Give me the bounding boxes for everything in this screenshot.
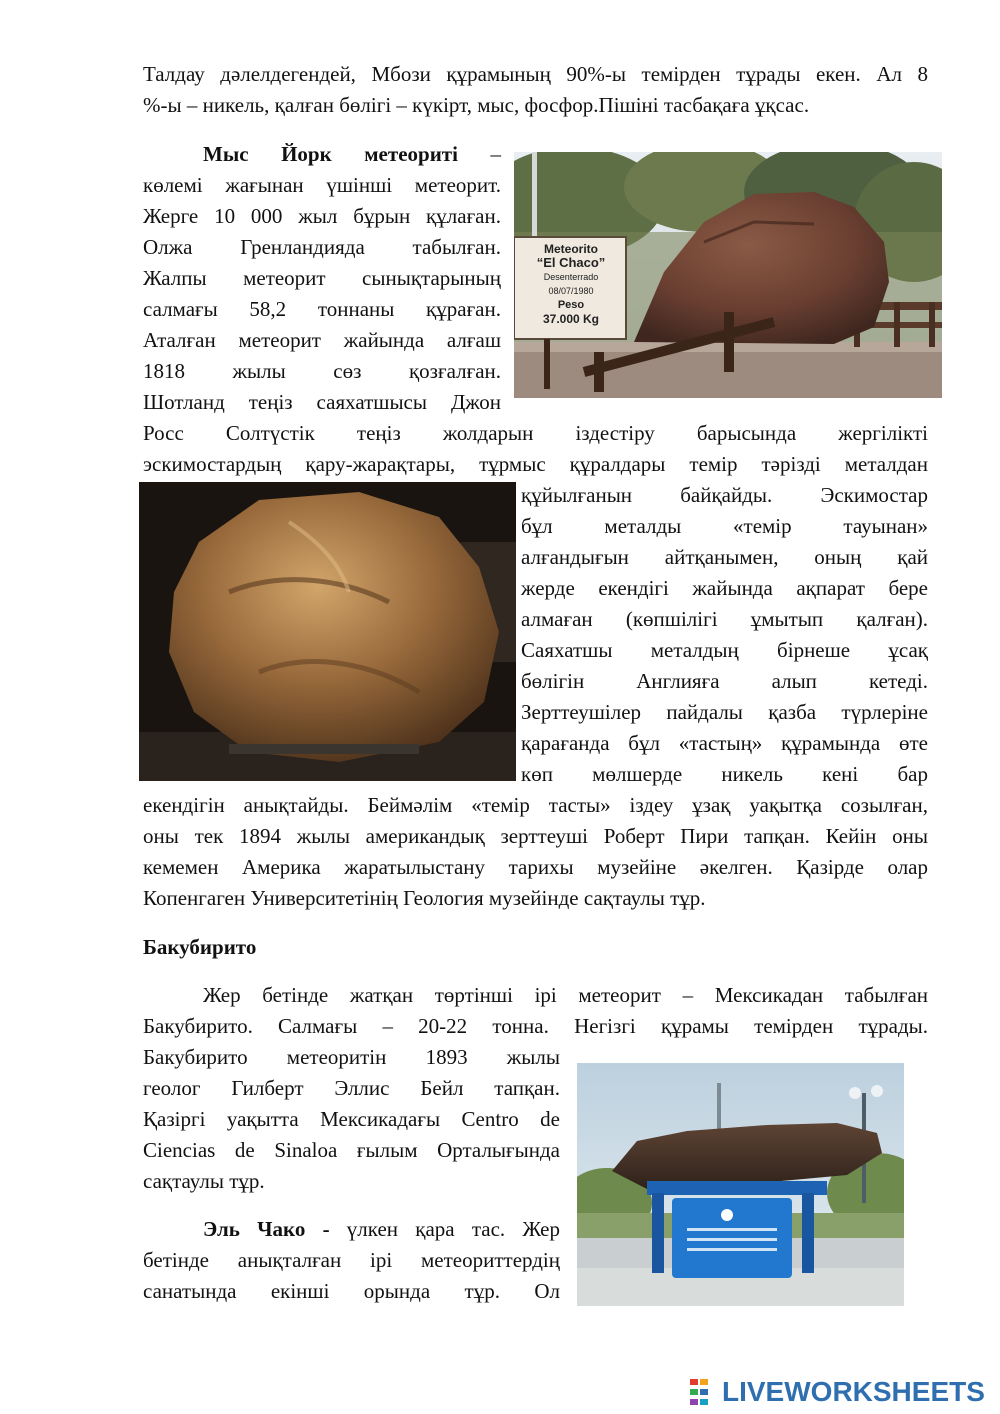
liveworksheets-logo-icon bbox=[690, 1379, 718, 1405]
el-chaco-line: санатында екінші орында тұр. Ол bbox=[143, 1279, 560, 1303]
el-chaco-line: үлкен қара тас. Жер bbox=[329, 1217, 560, 1241]
el-chaco-title-line bbox=[143, 1214, 560, 1245]
mys-york-full-line: оны тек 1894 жылы американдық зерттеуші Роберт Пири тапқан. Кейін оны bbox=[143, 824, 928, 848]
bacubirito-left-line: геолог Гилберт Эллис Бейл тапқан. bbox=[143, 1076, 560, 1100]
mys-york-full-line: эскимостардың қару-жарақтары, тұрмыс құралдары темір тәрізді металдан bbox=[143, 452, 928, 476]
bacubirito-left-line: Қазіргі уақытта Мексикадағы Centro de bbox=[143, 1107, 560, 1131]
mys-york-right-line: көп мөлшерде никель кені бар bbox=[521, 762, 928, 786]
mys-york-right-line: қарағанда бұл «тастың» құрамында өте bbox=[521, 731, 928, 755]
sign-line: Peso bbox=[557, 299, 585, 311]
mys-york-left-line: Аталған метеорит жайында алғаш bbox=[143, 328, 501, 352]
intro-line-1: Талдау дәлелдегендей, Мбози құрамының 90%-ы темірден тұрады екен. Ал 8 bbox=[143, 62, 928, 86]
intro-line-2: %-ы – никель, қалған бөлігі – күкірт, мыс, фосфор.Пішіні тасбақаға ұқсас. bbox=[143, 93, 810, 117]
mys-york-left-line: көлемі жағынан үшінші метеорит. bbox=[143, 173, 501, 197]
mys-york-full-line: Росс Солтүстік теңіз жолдарын іздестіру барысында жергілікті bbox=[143, 421, 928, 445]
mys-york-title: Мыс Йорк метеориті bbox=[203, 142, 458, 166]
mys-york-left-line: 1818 жылы сөз қозғалған. bbox=[143, 359, 501, 383]
el-chaco-meteorite-photo bbox=[514, 152, 942, 398]
bacubirito-full-line: Бакубирито. Салмағы – 20-22 тонна. Негізгі құрамы темірден тұрады. bbox=[143, 1014, 928, 1038]
mys-york-right-line: Зерттеушілер пайдалы қазба түрлеріне bbox=[521, 700, 928, 724]
bacubirito-meteorite-photo bbox=[577, 1063, 904, 1306]
mys-york-full-line: Копенгаген Университетінің Геология музейінде сақтаулы тұр. bbox=[143, 886, 706, 910]
mys-york-right-line: бұл металды «темір тауынан» bbox=[521, 514, 928, 538]
mys-york-full-line: кемемен Америка жаратылыстану тарихы музейіне әкелген. Қазірде олар bbox=[143, 855, 928, 879]
bacubirito-left-line: Бакубирито метеоритін 1893 жылы bbox=[143, 1045, 560, 1069]
mys-york-right-line: бөлігін Англияға алып кетеді. bbox=[521, 669, 928, 693]
el-chaco-line: бетінде анықталған ірі метеориттердің bbox=[143, 1248, 560, 1272]
sign-line: 08/07/1980 bbox=[548, 286, 594, 296]
sign-line: 37.000 Kg bbox=[542, 312, 600, 326]
mys-york-title-line bbox=[143, 139, 501, 170]
el-chaco-sign bbox=[516, 242, 626, 326]
sign-line: Desenterrado bbox=[543, 272, 599, 282]
el-chaco-title: Эль Чако - bbox=[203, 1217, 330, 1241]
mys-york-title-suffix: – bbox=[457, 142, 502, 166]
liveworksheets-logo[interactable] bbox=[690, 1375, 985, 1409]
mys-york-right-line: алғандығын айтқанымен, оның қай bbox=[521, 545, 928, 569]
mys-york-right-line: құйылғанын байқайды. Эскимостар bbox=[521, 483, 928, 507]
sign-line: Meteorito bbox=[544, 242, 598, 256]
mys-york-left-line: Жерге 10 000 жыл бұрын құлаған. bbox=[143, 204, 501, 228]
mys-york-left-line: Олжа Гренландияда табылған. bbox=[143, 235, 501, 259]
mys-york-left-line: салмағы 58,2 тоннаны құраған. bbox=[143, 297, 501, 321]
mys-york-right-line: алмаған (көпшілігі ұмытып қалған). bbox=[521, 607, 928, 631]
mys-york-left-line: Шотланд теңіз саяхатшысы Джон bbox=[143, 390, 501, 414]
liveworksheets-logo-text: LIVEWORKSHEETS bbox=[722, 1376, 985, 1407]
mys-york-full-line: екендігін анықтайды. Беймәлім «темір тасты» іздеу ұзақ уақытқа созылған, bbox=[143, 793, 928, 817]
mys-york-right-line: Саяхатшы металдың бірнеше ұсақ bbox=[521, 638, 928, 662]
mys-york-left-line: Жалпы метеорит сынықтарының bbox=[143, 266, 501, 290]
bacubirito-heading: Бакубирито bbox=[143, 935, 257, 959]
sign-line: “El Chaco” bbox=[536, 255, 606, 270]
bacubirito-left-line: Ciencias de Sinaloa ғылым Орталығында bbox=[143, 1138, 560, 1162]
cape-york-meteorite-photo bbox=[139, 482, 516, 781]
bacubirito-left-line: сақтаулы тұр. bbox=[143, 1169, 265, 1193]
bacubirito-full-line: Жер бетінде жатқан төртінші ірі метеорит – Мексикадан табылған bbox=[203, 983, 928, 1007]
mys-york-right-line: жерде екендігі жайында ақпарат бере bbox=[521, 576, 928, 600]
